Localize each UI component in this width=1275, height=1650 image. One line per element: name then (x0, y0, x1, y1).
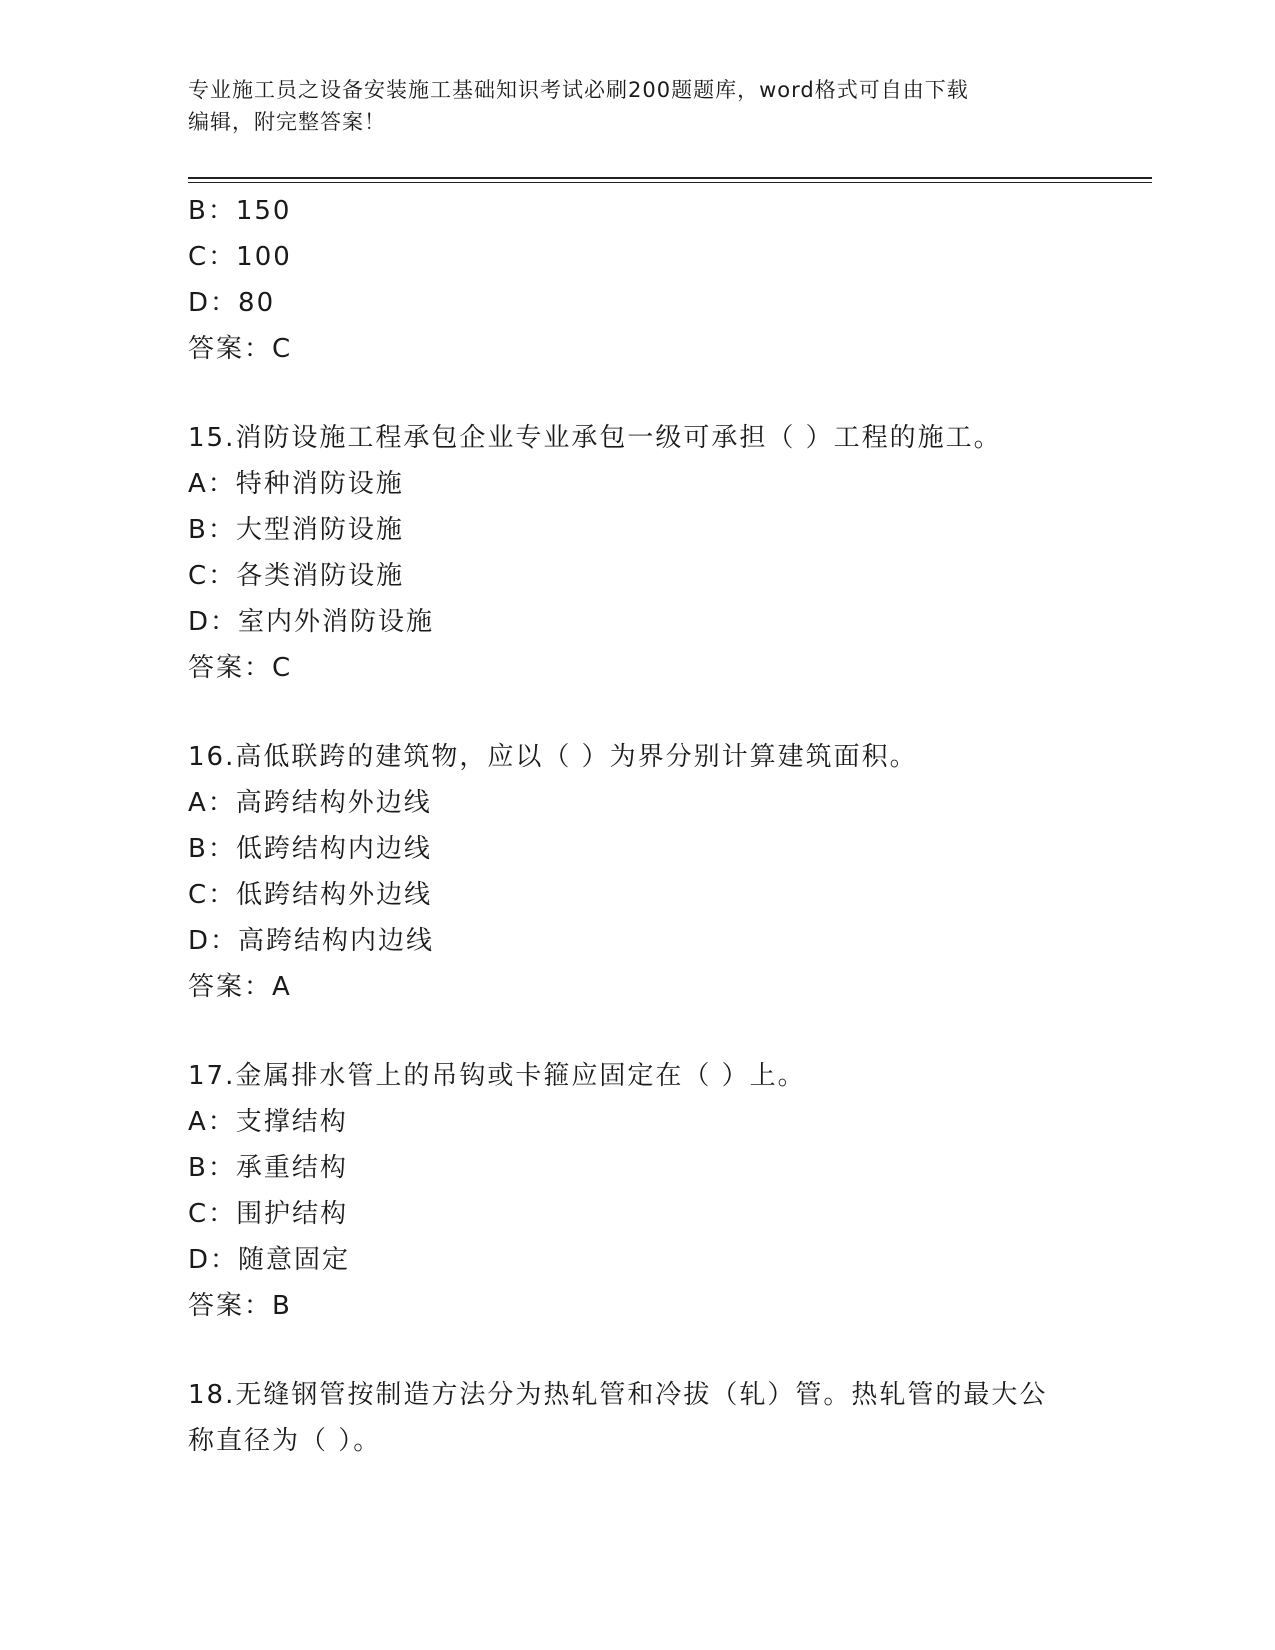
option-c: C：各类消防设施 (188, 561, 405, 591)
answer-line: 答案：A (188, 972, 292, 1002)
option-c: C：低跨结构外边线 (188, 880, 433, 910)
header-divider-thin (188, 182, 1152, 183)
option-a: A：高跨结构外边线 (188, 788, 432, 818)
header-divider-thick (188, 177, 1152, 179)
option-d: D：80 (188, 288, 276, 318)
option-b: B：大型消防设施 (188, 515, 404, 545)
question-stem: 15.消防设施工程承包企业专业承包一级可承担（ ）工程的施工。 (188, 423, 1002, 453)
question-stem: 17.金属排水管上的吊钩或卡箍应固定在（ ）上。 (188, 1061, 806, 1091)
question-block-17 (188, 1053, 1148, 1329)
option-d: D：室内外消防设施 (188, 607, 435, 637)
document-header (188, 74, 1088, 138)
option-b: B：承重结构 (188, 1153, 348, 1183)
answer-line: 答案：C (188, 653, 293, 683)
option-d: D：随意固定 (188, 1245, 351, 1275)
question-block-16 (188, 734, 1148, 1010)
question-list (188, 188, 1148, 1464)
answer-line: 答案：B (188, 1291, 292, 1321)
option-a: A：特种消防设施 (188, 469, 404, 499)
question-stem-line-1: 18.无缝钢管按制造方法分为热轧管和冷拔（轧）管。热轧管的最大公 (188, 1380, 1048, 1410)
header-line-1: 专业施工员之设备安装施工基础知识考试必刷200题题库，word格式可自由下载 (188, 78, 969, 102)
option-d: D：高跨结构内边线 (188, 926, 435, 956)
header-line-2: 编辑，附完整答案！ (188, 110, 386, 134)
option-c: C：围护结构 (188, 1199, 349, 1229)
question-stem-line-2: 称直径为（ ）。 (188, 1426, 382, 1456)
option-b: B：低跨结构内边线 (188, 834, 432, 864)
option-b: B：150 (188, 196, 292, 226)
answer-line: 答案：C (188, 334, 293, 364)
option-c: C：100 (188, 242, 292, 272)
option-a: A：支撑结构 (188, 1107, 348, 1137)
question-block-18 (188, 1372, 1148, 1464)
question-stem: 16.高低联跨的建筑物，应以（ ）为界分别计算建筑面积。 (188, 742, 918, 772)
question-block-15 (188, 415, 1148, 691)
question-block-prev (188, 188, 1148, 372)
